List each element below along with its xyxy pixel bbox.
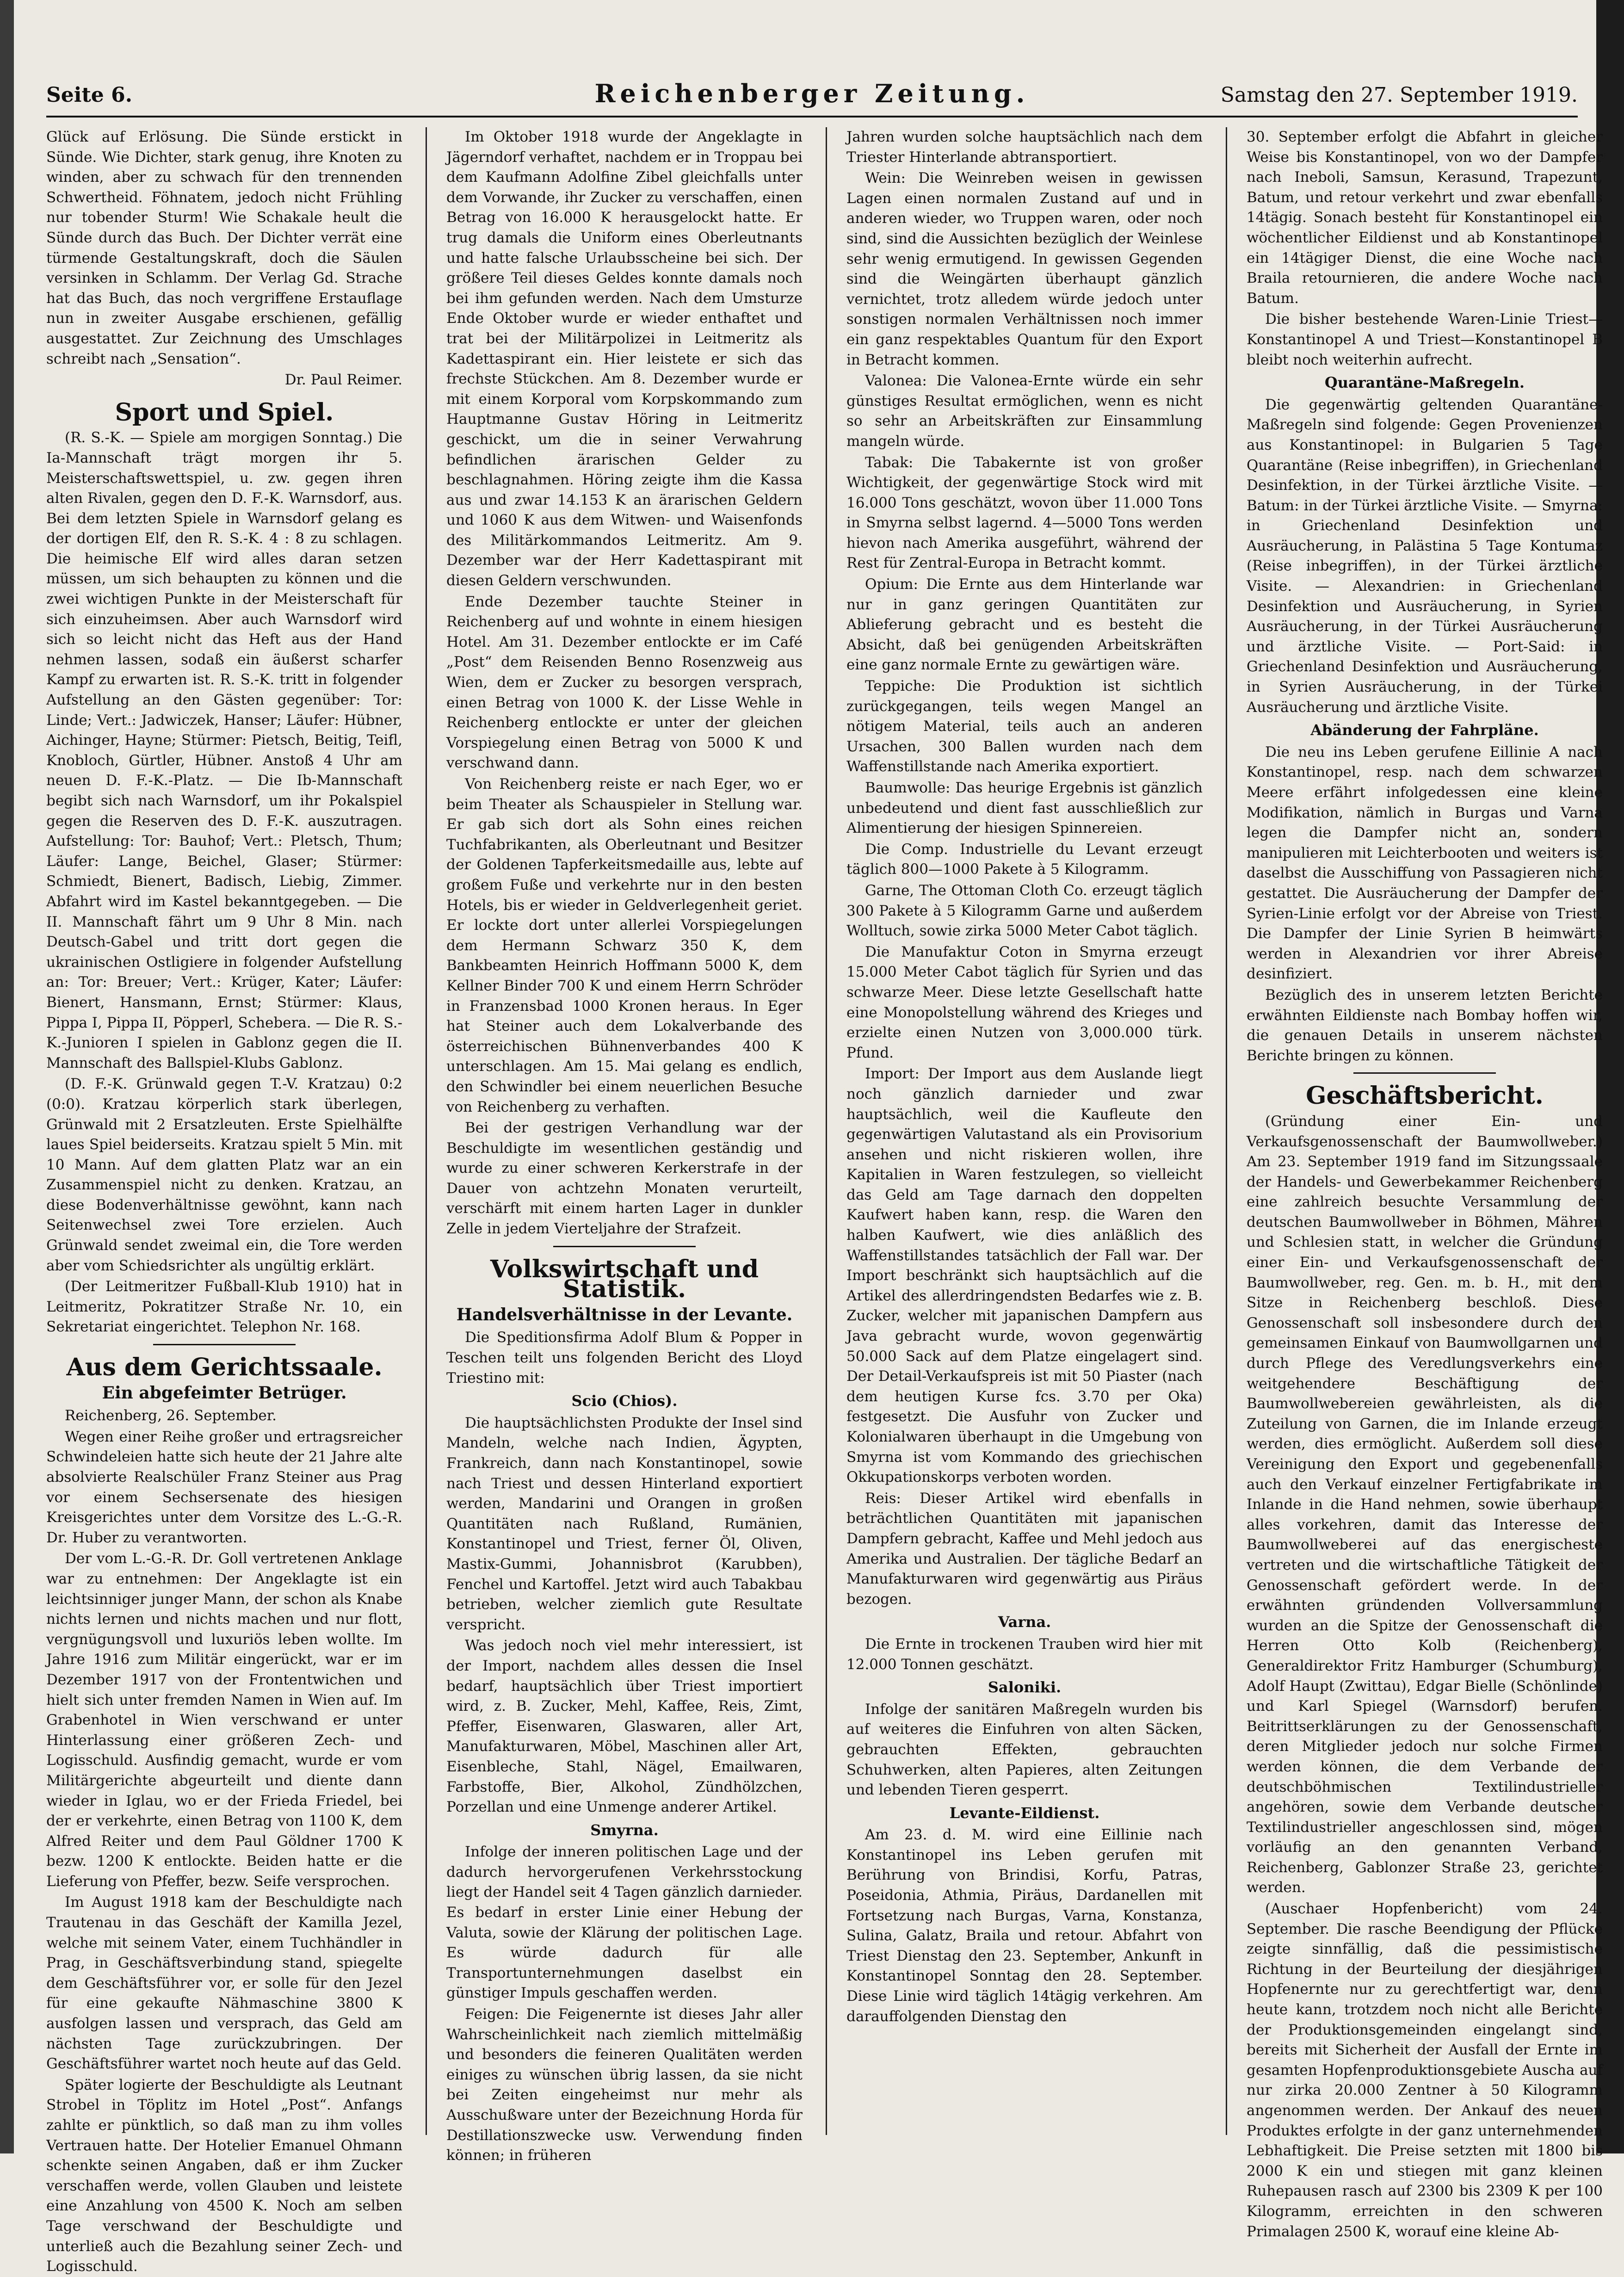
- paragraph: Was jedoch noch viel mehr interessiert, ist der Import, nachdem alles dessen die Insel bedarf, hauptsächlich über Triest importiert wird, z. B. Zucker, Mehl, Kaffee, Reis, Zimt, Pfeffer, Eisenwaren, Glaswaren, aller Art, Manufakturwaren, Möbel, Maschinen aller Art, Eisenbleche, Stahl, Nägel, Emailwaren, Farbstoffe, Bier, Alkohol, Zündhölzchen, Porzellan und eine Unmenge anderer Artikel.: [446, 1637, 803, 1816]
- article-subheading: Ein abgefeimter Betrüger.: [102, 1383, 347, 1403]
- section-heading-court: Aus dem Gerichtssaale.: [66, 1353, 383, 1382]
- section-heading-sport: Sport und Spiel.: [115, 398, 334, 427]
- paragraph: Wegen einer Reihe großer und ertragsreicher Schwindeleien hatte sich heute der 21 Jahre alte absolvierte Realschüler Franz Steiner aus Prag vor einem Sechsersenate des hiesigen Kreisgerichtes unter dem Vorsitze des L.-G.-R. Dr. Huber zu verantworten.: [46, 1428, 402, 1546]
- dateline: Reichenberg, 26. September.: [65, 1407, 277, 1424]
- paragraph: Die Comp. Industrielle du Levant erzeugt täglich 800—1000 Pakete à 5 Kilogramm.: [846, 841, 1203, 878]
- paragraph: Die neu ins Leben gerufene Eillinie A nach Konstantinopel, resp. nach dem schwarzen Meere erfährt infolgedessen eine kleine Modifikation, nämlich in Burgas und Varna legen die Dampfer nicht an, sondern manipulieren mit Leichterbooten und weiters ist daselbst die Ausschiffung von Passagieren nicht gestattet. Die Ausräucherung der Dampfer der Syrien-Linie erfolgt vor der Abreise von Triest. Die Dampfer der Linie Syrien B heimwärts werden in Alexandrien vor ihrer Abreise desinfiziert.: [1247, 743, 1603, 983]
- place-heading: Saloniki.: [988, 1678, 1062, 1696]
- separator: [1353, 1072, 1496, 1074]
- paragraph: Baumwolle: Das heurige Ergebnis ist gänzlich unbedeutend und dient fast ausschließlich zur Alimentierung der hiesigen Spinnereien.: [846, 780, 1203, 837]
- paragraph: Der vom L.-G.-R. Dr. Goll vertretenen Anklage war zu entnehmen: Der Angeklagte ist ein leichtsinniger junger Mann, der schon als Knabe nichts lernen und nichts machen und nur flott, vergnügungsvoll und luxuriös leben wollte. Im Jahre 1916 zum Militär eingerückt, war er im Dezember 1917 von der Frontentwichen und hielt sich unter fremden Namen in Wien auf. Im Grabenhotel in Wien verschwand er unter Hinterlassung einer größeren Zech- und Logisschuld. Ausfindig gemacht, wurde er vom Militärgerichte abgeurteilt und diente dann wieder in Iglau, wo er der Frieda Friedel, bei der er verkehrte, einen Betrag von 1100 K, dem Alfred Reiter und dem Paul Göldner 1700 K bezw. 1200 K entlockte. Beiden hatte er die Lieferung von Pfeffer, bezw. Seife versprochen.: [46, 1550, 402, 1890]
- article-subheading: Handelsverhältnisse in der Levante.: [456, 1305, 793, 1324]
- page-number: Seite 6.: [46, 83, 133, 107]
- paragraph: Im August 1918 kam der Beschuldigte nach Trautenau in das Geschäft der Kamilla Jezel, welche mit seinem Vater, einem Tuchhändler in Prag, in Geschäftsverbindung stand, spiegelte dem Geschäftsführer vor, er solle für den Jezel für eine gekaufte Nähmaschine 3800 K ausfolgen lassen und versprach, das Geld am nächsten Tage zurückzubringen. Der Geschäftsführer wartet noch heute auf das Geld.: [46, 1894, 402, 2073]
- paragraph: 30. September erfolgt die Abfahrt in gleicher Weise bis Konstantinopel, von wo der Dampfer nach Ineboli, Samsun, Kerasund, Trapezunt, Batum, und retour verkehrt und zwar ebenfalls 14tägig. Sonach besteht für Konstantinopel ein wöchentlicher Eildienst und ab Konstantinopel ein 14tägiger Dienst, die eine Woche nach Braila retournieren, die andere Woche nach Batum.: [1247, 129, 1603, 307]
- paragraph: Bezüglich des in unserem letzten Berichte erwähnten Eildienste nach Bombay hoffen wir, die genauen Details in unserem nächsten Berichte bringen zu können.: [1247, 986, 1603, 1064]
- paragraph: Jahren wurden solche hauptsächlich nach dem Triester Hinterlande abtransportiert.: [846, 129, 1203, 166]
- paragraph: Wein: Die Weinreben weisen in gewissen Lagen einen normalen Zustand auf und in anderen wieder, wo Truppen waren, oder noch sind, sind die Aussichten bezüglich der Weinlese sehr wenig ermutigend. In gewissen Gegenden sind die Weingärten überhaupt gänzlich vernichtet, trotz alledem würde jedoch unter sonstigen normalen Verhältnissen noch immer ein ganz respektables Quantum für den Export in Betracht kommen.: [846, 170, 1203, 368]
- paragraph: (Gründung einer Ein- und Verkaufsgenossenschaft der Baumwollweber.) Am 23. September 1919 fand im Sitzungssaale der Handels- und Gewerbekammer Reichenberg eine zahlreich besuchte Versammlung der deutschen Baumwollweber in Böhmen, Mähren und Schlesien statt, in welcher die Gründung einer Ein- und Verkaufsgenossenschaft der Baumwollweber, reg. Gen. m. b. H., mit dem Sitze in Reichenberg beschloß. Diese Genossenschaft soll insbesondere durch den gemeinsamen Einkauf von Baumwollgarnen und durch Pflege des Veredlungsverkehrs eine weitgehendere Beschäftigung der Baumwollwebereien gewährleisten, als die Zuteilung von Garnen, die im Inlande erzeugt werden, dies ermöglicht. Außerdem soll diese Vereinigung den Export und gegebenenfalls auch den Verkauf einzelner Fertigfabrikate im Inlande in die Hand nehmen, sowie überhaupt alles vorkehren, damit das Interesse der Baumwollweberei auf das energischeste vertreten und die wirtschaftliche Tätigkeit der Genossenschaft gefördert werde. In der erwähnten gründenden Vollversammlung wurden an die Spitze der Genossenschaft die Herren Otto Kolb (Reichenberg), Generaldirektor Fritz Hamburger (Schumburg), Adolf Haupt (Zwittau), Edgar Bielle (Schönlinde) und Karl Spiegel (Warnsdorf) berufen. Beitrittserklärungen zu der Genossenschaft, deren Mitglieder jedoch nur solche Firmen werden können, die dem Verbande der deutschböhmischen Textilindustrieller angehören, sowie dem Verbande deutscher Textilindustrieller angeschlossen sind, mögen vorläufig an den genannten Verband, Reichenberg, Gablonzer Straße 23, gerichtet werden.: [1247, 1113, 1603, 1896]
- paragraph: Garne, The Ottoman Cloth Co. erzeugt täglich 300 Pakete à 5 Kilogramm Garne und außerdem Wolltuch, sowie zirka 5000 Meter Cabot täglich.: [846, 882, 1203, 940]
- paragraph: (Auschaer Hopfenbericht) vom 24. September. Die rasche Beendigung der Pflücke zeigte sinnfällig, daß die pessimistische Richtung in der Beurteilung der diesjährigen Hopfenernte nur zu gerechtfertigt war, denn heute kann, trotzdem noch nicht alle Berichte der Produktionsgemeinden eingelangt sind, bereits mit Sicherheit der Ausfall der Ernte im gesamten Hopfenproduktionsgebiete Auscha auf nur zirka 20.000 Zentner à 50 Kilogramm angenommen werden. Der Ankauf des neuen Produktes erfolgte in der ganz unternehmenden Lebhaftigkeit. Die Preise setzten mit 1800 bis 2000 K ein und stiegen mit ganz kleinen Ruhepausen rasch auf 2300 bis 2309 K per 100 Kilogramm, erreichten in den schweren Primalagen 2500 K, worauf eine kleine Ab-: [1247, 1900, 1603, 2240]
- newspaper-title: Reichenberger Zeitung.: [594, 79, 1030, 108]
- signature: Dr. Paul Reimer.: [284, 371, 402, 389]
- column-4: [1247, 127, 1603, 2240]
- place-heading: Varna.: [998, 1613, 1051, 1631]
- paragraph: (Der Leitmeritzer Fußball-Klub 1910) hat in Leitmeritz, Pokratitzer Straße Nr. 10, ein Sekretariat eingerichtet. Telephon Nr. 168.: [46, 1278, 402, 1336]
- place-heading: Levante-Eildienst.: [949, 1804, 1100, 1822]
- paragraph: Die Manufaktur Coton in Smyrna erzeugt 15.000 Meter Cabot täglich für Syrien und das schwarze Meer. Diese letzte Gesellschaft hatte eine Monopolstellung während des Krieges und erzielte einen Nutzen von 3,000.000 türk. Pfund.: [846, 943, 1203, 1061]
- paragraph: Infolge der inneren politischen Lage und der dadurch hervorgerufenen Verkehrsstockung liegt der Handel seit 4 Tagen gänzlich darnieder. Es bedarf in erster Linie einer Hebung der Valuta, sowie der Klärung der politischen Lage. Es würde dadurch für alle Transportunternehmungen daselbst ein günstiger Impuls geschaffen werden.: [446, 1844, 803, 2002]
- section-heading-economy: Volkswirtschaft und Statistik.: [490, 1255, 759, 1304]
- paragraph: Die Speditionsfirma Adolf Blum & Popper in Teschen teilt uns folgenden Bericht des Lloyd Triestino mit:: [446, 1329, 803, 1386]
- separator: [553, 1246, 696, 1247]
- paragraph: Infolge der sanitären Maßregeln wurden bis auf weiteres die Einfuhren von alten Säcken, gebrauchten Effekten, gebrauchten Schuhwerken, alten Papieres, alten Zeitungen und lebenden Tieren gesperrt.: [846, 1701, 1203, 1799]
- paragraph: Später logierte der Beschuldigte als Leutnant Strobel in Töplitz im Hotel „Post“. Anfangs zahlte er pünktlich, so daß man zu ihm volles Vertrauen hatte. Der Hotelier Emanuel Ohmann schenkte seinen Angaben, daß er ihm Zucker verschaffen werde, vollen Glauben und leistete eine Anzahlung von 4500 K. Noch am selben Tage verschwand der Beschuldigte und unterließ auch die Bezahlung seiner Zech- und Logisschuld.: [46, 2076, 402, 2275]
- paragraph: Feigen: Die Feigenernte ist dieses Jahr aller Wahrscheinlichkeit nach ziemlich mittelmäßig und besonders die feineren Qualitäten werden einiges zu wünschen übrig lassen, da sie nicht bei Zeiten eingeheimst nur mehr als Ausschußware unter der Bezeichnung Horda für Destillationszwecke usw. Verwendung finden können; in früheren: [446, 2006, 803, 2164]
- paragraph: Am 23. d. M. wird eine Eillinie nach Konstantinopel ins Leben gerufen mit Berührung von Brindisi, Korfu, Patras, Poseidonia, Athmia, Piräus, Dardanellen mit Fortsetzung nach Burgas, Varna, Konstanza, Sulina, Galatz, Braila und retour. Abfahrt von Triest Dienstag den 23. September, Ankunft in Konstantinopel Sonntag den 28. September. Diese Linie wird täglich 14tägig verkehren. Am darauffolgenden Dienstag den: [846, 1826, 1203, 2025]
- masthead: [46, 79, 1578, 118]
- paragraph: Import: Der Import aus dem Auslande liegt noch gänzlich darnieder und zwar hauptsächlich, weil die Kaufleute den gegenwärtigen Valutastand als ein Provisorium ansehen und nicht riskieren wollen, ihre Kapitalien in Waren festzulegen, so vielleicht das Geld am Tage darnach den doppelten Kaufwert haben kann, resp. die Waren den halben Kaufwert, wie dies anläßlich des Waffenstillstandes tatsächlich der Fall war. Der Import beschränkt sich hauptsächlich auf die Artikel des allerdringendsten Bedarfes wie z. B. Zucker, welcher mit japanischen Dampfern aus Java gebracht wurde, wovon gegenwärtig 50.000 Sack auf dem Platze eingelagert sind. Der Detail-Verkaufspreis ist mit 50 Piaster (nach dem heutigen Kurse fcs. 3.70 per Oka) festgesetzt. Die Ausfuhr von Zucker und Kolonialwaren überhaupt in die Umgebung von Smyrna ist vom Kommando des griechischen Okkupationskorps verboten worden.: [846, 1065, 1203, 1486]
- paragraph: Die Ernte in trockenen Trauben wird hier mit 12.000 Tonnen geschätzt.: [846, 1635, 1203, 1673]
- paragraph: (D. F.-K. Grünwald gegen T.-V. Kratzau) 0:2 (0:0). Kratzau körperlich stark überlegen, Grünwald mit 2 Ersatzleuten. Erste Spielhälfte laues Spiel beiderseits. Kratzau spielt 5 Min. mit 10 Mann. Auf dem glatten Platz war an ein Zusammenspiel nicht zu denken. Kratzau, an diese Bodenverhältnisse gewöhnt, kann nach Seitenwechsel zwei Tore erzielen. Auch Grünwald sendet zweimal ein, die Tore werden aber vom Schiedsrichter als ungültig erklärt.: [46, 1076, 402, 1274]
- paragraph: Bei der gestrigen Verhandlung war der Beschuldigte im wesentlichen geständig und wurde zu einer schweren Kerkerstrafe in der Dauer von achtzehn Monaten verurteilt, verschärft mit einem harten Lager in dunkler Zelle in jedem Vierteljahre der Strafzeit.: [446, 1120, 803, 1238]
- place-heading: Quarantäne-Maßregeln.: [1324, 374, 1525, 392]
- paragraph: Die gegenwärtig geltenden Quarantäne-Maßregeln sind folgende: Gegen Provenienzen aus Konstantinopel: in Bulgarien 5 Tage Quarantäne (Reise inbegriffen), in Griechenland Desinfektion, in der Türkei ärztliche Visite. — Batum: in der Türkei ärztliche Visite. — Smyrna: in Griechenland Desinfektion und Ausräucherung, in Palästina 5 Tage Kontumaz (Reise inbegriffen), in der Türkei ärztliche Visite. — Alexandrien: in Griechenland Desinfektion und Ausräucherung, in Syrien Ausräucherung, in der Türkei Ausräucherung und ärztliche Visite. — Port-Said: in Griechenland Desinfektion und Ausräucherung, in Syrien Ausräucherung, in der Türkei Ausräucherung und ärztliche Visite.: [1247, 396, 1603, 716]
- paragraph: Die hauptsächlichsten Produkte der Insel sind Mandeln, welche nach Indien, Ägypten, Frankreich, dann nach Konstantinopel, sowie nach Triest und dessen Hinterland exportiert werden, Mandarini und Orangen in großen Quantitäten nach Rußland, Rumänien, Konstantinopel und Triest, ferner Öl, Oliven, Mastix-Gummi, Johannisbrot (Karubben), Fenchel und Kartoffel. Jetzt wird auch Tabakbau betrieben, welcher ziemlich gute Resultate verspricht.: [446, 1414, 803, 1633]
- place-heading: Scio (Chios).: [571, 1392, 678, 1410]
- paragraph: Reis: Dieser Artikel wird ebenfalls in beträchtlichen Quantitäten mit japanischen Dampfern gebracht, Kaffee und Mehl jedoch aus Amerika und Australien. Der tägliche Bedarf an Manufakturwaren wird gegenwärtig aus Piräus bezogen.: [846, 1490, 1203, 1608]
- paragraph: Im Oktober 1918 wurde der Angeklagte in Jägerndorf verhaftet, nachdem er in Troppau bei dem Kaufmann Adolfine Zibel gleichfalls unter dem Vorwande, ihr Zucker zu verschaffen, einen Betrag von 16.000 K herausgelockt hatte. Er trug damals die Uniform eines Oberleutnants und hatte falsche Urlaubsscheine bei sich. Der größere Teil dieses Geldes konnte damals noch bei ihm gefunden werden. Nach dem Umsturze Ende Oktober wurde er wieder enthaftet und trat bei der Militärpolizei in Leitmeritz als Kadettaspirant ein. Hier leistete er sich das frechste Stückchen. Am 8. Dezember wurde er mit einem Korporal vom Korpskommando zum Hauptmanne Gustav Höring in Leitmeritz geschickt, um die in seiner Verwahrung befindlichen ärarischen Gelder zu beschlagnahmen. Höring zeigte ihm die Kassa aus und zwar 14.153 K an ärarischen Geldern und 1060 K aus dem Witwen- und Waisenfonds des Militärkommandos Leitmeritz. Am 9. Dezember war der Herr Kadettaspirant mit diesen Geldern verschwunden.: [446, 129, 803, 589]
- paragraph: (R. S.-K. — Spiele am morgigen Sonntag.) Die Ia-Mannschaft trägt morgen ihr 5. Meisterschaftswettspiel, u. zw. gegen ihren alten Rivalen, gegen den D. F.-K. Warnsdorf, aus. Bei dem letzten Spiele in Warnsdorf gelang es der dortigen Elf, den R. S.-K. 4 : 8 zu schlagen. Die heimische Elf wird alles daran setzen müssen, um sich behaupten zu können und die zwei wichtigen Punkte in der Meisterschaft für sich einzuheimsen. Aber auch Warnsdorf wird sich so leicht nicht das Heft aus der Hand nehmen lassen, sodaß ein äußerst scharfer Kampf zu erwarten ist. R. S.-K. tritt in folgender Aufstellung an den Gästen gegenüber: Tor: Linde; Vert.: Jadwiczek, Hanser; Läufer: Hübner, Aichinger, Hayne; Stürmer: Pietsch, Beitig, Teifl, Knobloch, Gürtler, Hübner. Anstoß 4 Uhr am neuen D. F.-K.-Platz. — Die Ib-Mannschaft begibt sich nach Warnsdorf, um ihr Pokalspiel gegen die Reserven des D. F.-K. auszutragen. Aufstellung: Tor: Bauhof; Vert.: Pletsch, Thum; Läufer: Lange, Beichel, Glaser; Stürmer: Schmiedt, Bienert, Badisch, Liebig, Zimmer. Abfahrt wird im Kastel bekanntgegeben. — Die II. Mannschaft fährt um 9 Uhr 8 Min. nach Deutsch-Gabel und tritt dort gegen die ukrainischen Ostligiere in folgender Aufstellung an: Tor: Breuer; Vert.: Krüger, Kater; Läufer: Bienert, Hansmann, Ernst; Stürmer: Klaus, Pippa I, Pippa II, Pöpperl, Schebera. — Die R. S.-K.-Junioren I spielen in Gablonz gegen die II. Mannschaft des Ballspiel-Klubs Gablonz.: [46, 429, 402, 1071]
- paragraph: Die bisher bestehende Waren-Linie Triest—Konstantinopel A und Triest—Konstantinopel B bleibt noch weiterhin aufrecht.: [1247, 311, 1603, 368]
- column-1: [46, 127, 402, 2275]
- issue-date: Samstag den 27. September 1919.: [1220, 83, 1578, 107]
- column-3: [846, 127, 1203, 2135]
- paragraph: Valonea: Die Valonea-Ernte würde ein sehr günstiges Resultat ermöglichen, wenn es nicht so sehr an Arbeitskräften zur Einsammlung mangeln würde.: [846, 372, 1203, 450]
- paragraph: Tabak: Die Tabakernte ist von großer Wichtigkeit, der gegenwärtige Stock wird mit 16.000 Tons geschätzt, wovon über 11.000 Tons in Smyrna selbst lagernd. 4—5000 Tons werden hievon nach Amerika ausgeführt, während der Rest für Zentral-Europa in Betracht kommt.: [846, 454, 1203, 572]
- paragraph: Glück auf Erlösung. Die Sünde erstickt in Sünde. Wie Dichter, stark genug, ihre Knoten zu winden, aber zu schwach für den trennenden Schwertheid. Föhnatem, jedoch nicht Frühling nur tobender Sturm! Wie Schakale heult die Sünde durch das Buch. Der Dichter verrät eine türmende Gestaltungskraft, doch die Säulen versinken in Schlamm. Der Verlag Gd. Strache hat das Buch, das noch vergriffene Erstauflage nun in zweiter Ausgabe erschienen, gefällig ausgestattet. Zur Zeichnung des Umschlages schreibt nach „Sensation“.: [46, 129, 402, 367]
- section-heading-business: Geschäftsbericht.: [1306, 1082, 1544, 1110]
- paragraph: Ende Dezember tauchte Steiner in Reichenberg auf und wohnte in einem hiesigen Hotel. Am 31. Dezember entlockte er im Café „Post“ dem Reisenden Benno Rosenzweig aus Wien, dem er Zucker zu besorgen versprach, einen Betrag von 1000 K. der Lisse Wehle in Reichenberg entlockte er unter der gleichen Vorspiegelung einen Betrag von 5000 K und verschwand dann.: [446, 593, 803, 772]
- separator: [153, 1344, 296, 1345]
- paragraph: Opium: Die Ernte aus dem Hinterlande war nur in ganz geringen Quantitäten zur Ablieferung gebracht und es besteht die Absicht, daß bei genügenden Arbeitskräften eine ganz normale Ernte zu gewärtigen wäre.: [846, 576, 1203, 674]
- place-heading: Smyrna.: [590, 1821, 659, 1839]
- paragraph: Teppiche: Die Produktion ist sichtlich zurückgegangen, teils wegen Mangel an nötigem Material, teils auch an anderen Ursachen, 300 Ballen wurden nach dem Waffenstillstande nach Amerika exportiert.: [846, 678, 1203, 775]
- column-2: [446, 127, 803, 2164]
- place-heading: Abänderung der Fahrpläne.: [1310, 721, 1539, 739]
- paragraph: Von Reichenberg reiste er nach Eger, wo er beim Theater als Schauspieler in Stellung war. Er gab sich dort als Sohn eines reichen Tuchfabrikanten, als Oberleutnant und Besitzer der Goldenen Tapferkeitsmedaille aus, lebte auf großem Fuße und verkehrte nur in den besten Hotels, bis er wieder in Geldverlegenheit geriet. Er lockte dort unter allerlei Vorspiegelungen dem Hermann Schwarz 350 K, dem Bankbeamten Heinrich Hoffmann 5000 K, dem Kellner Binder 700 K und einem Herrn Schröder in Franzensbad 1000 Kronen heraus. In Eger hat Steiner auch dem Lokalverbande des österreichischen Bühnenverbandes 400 K unterschlagen. Am 15. Mai gelang es endlich, den Schwindler bei einem neuerlichen Besuche von Reichenberg zu verhaften.: [446, 776, 803, 1115]
- scan-edge-left: [0, 0, 14, 2153]
